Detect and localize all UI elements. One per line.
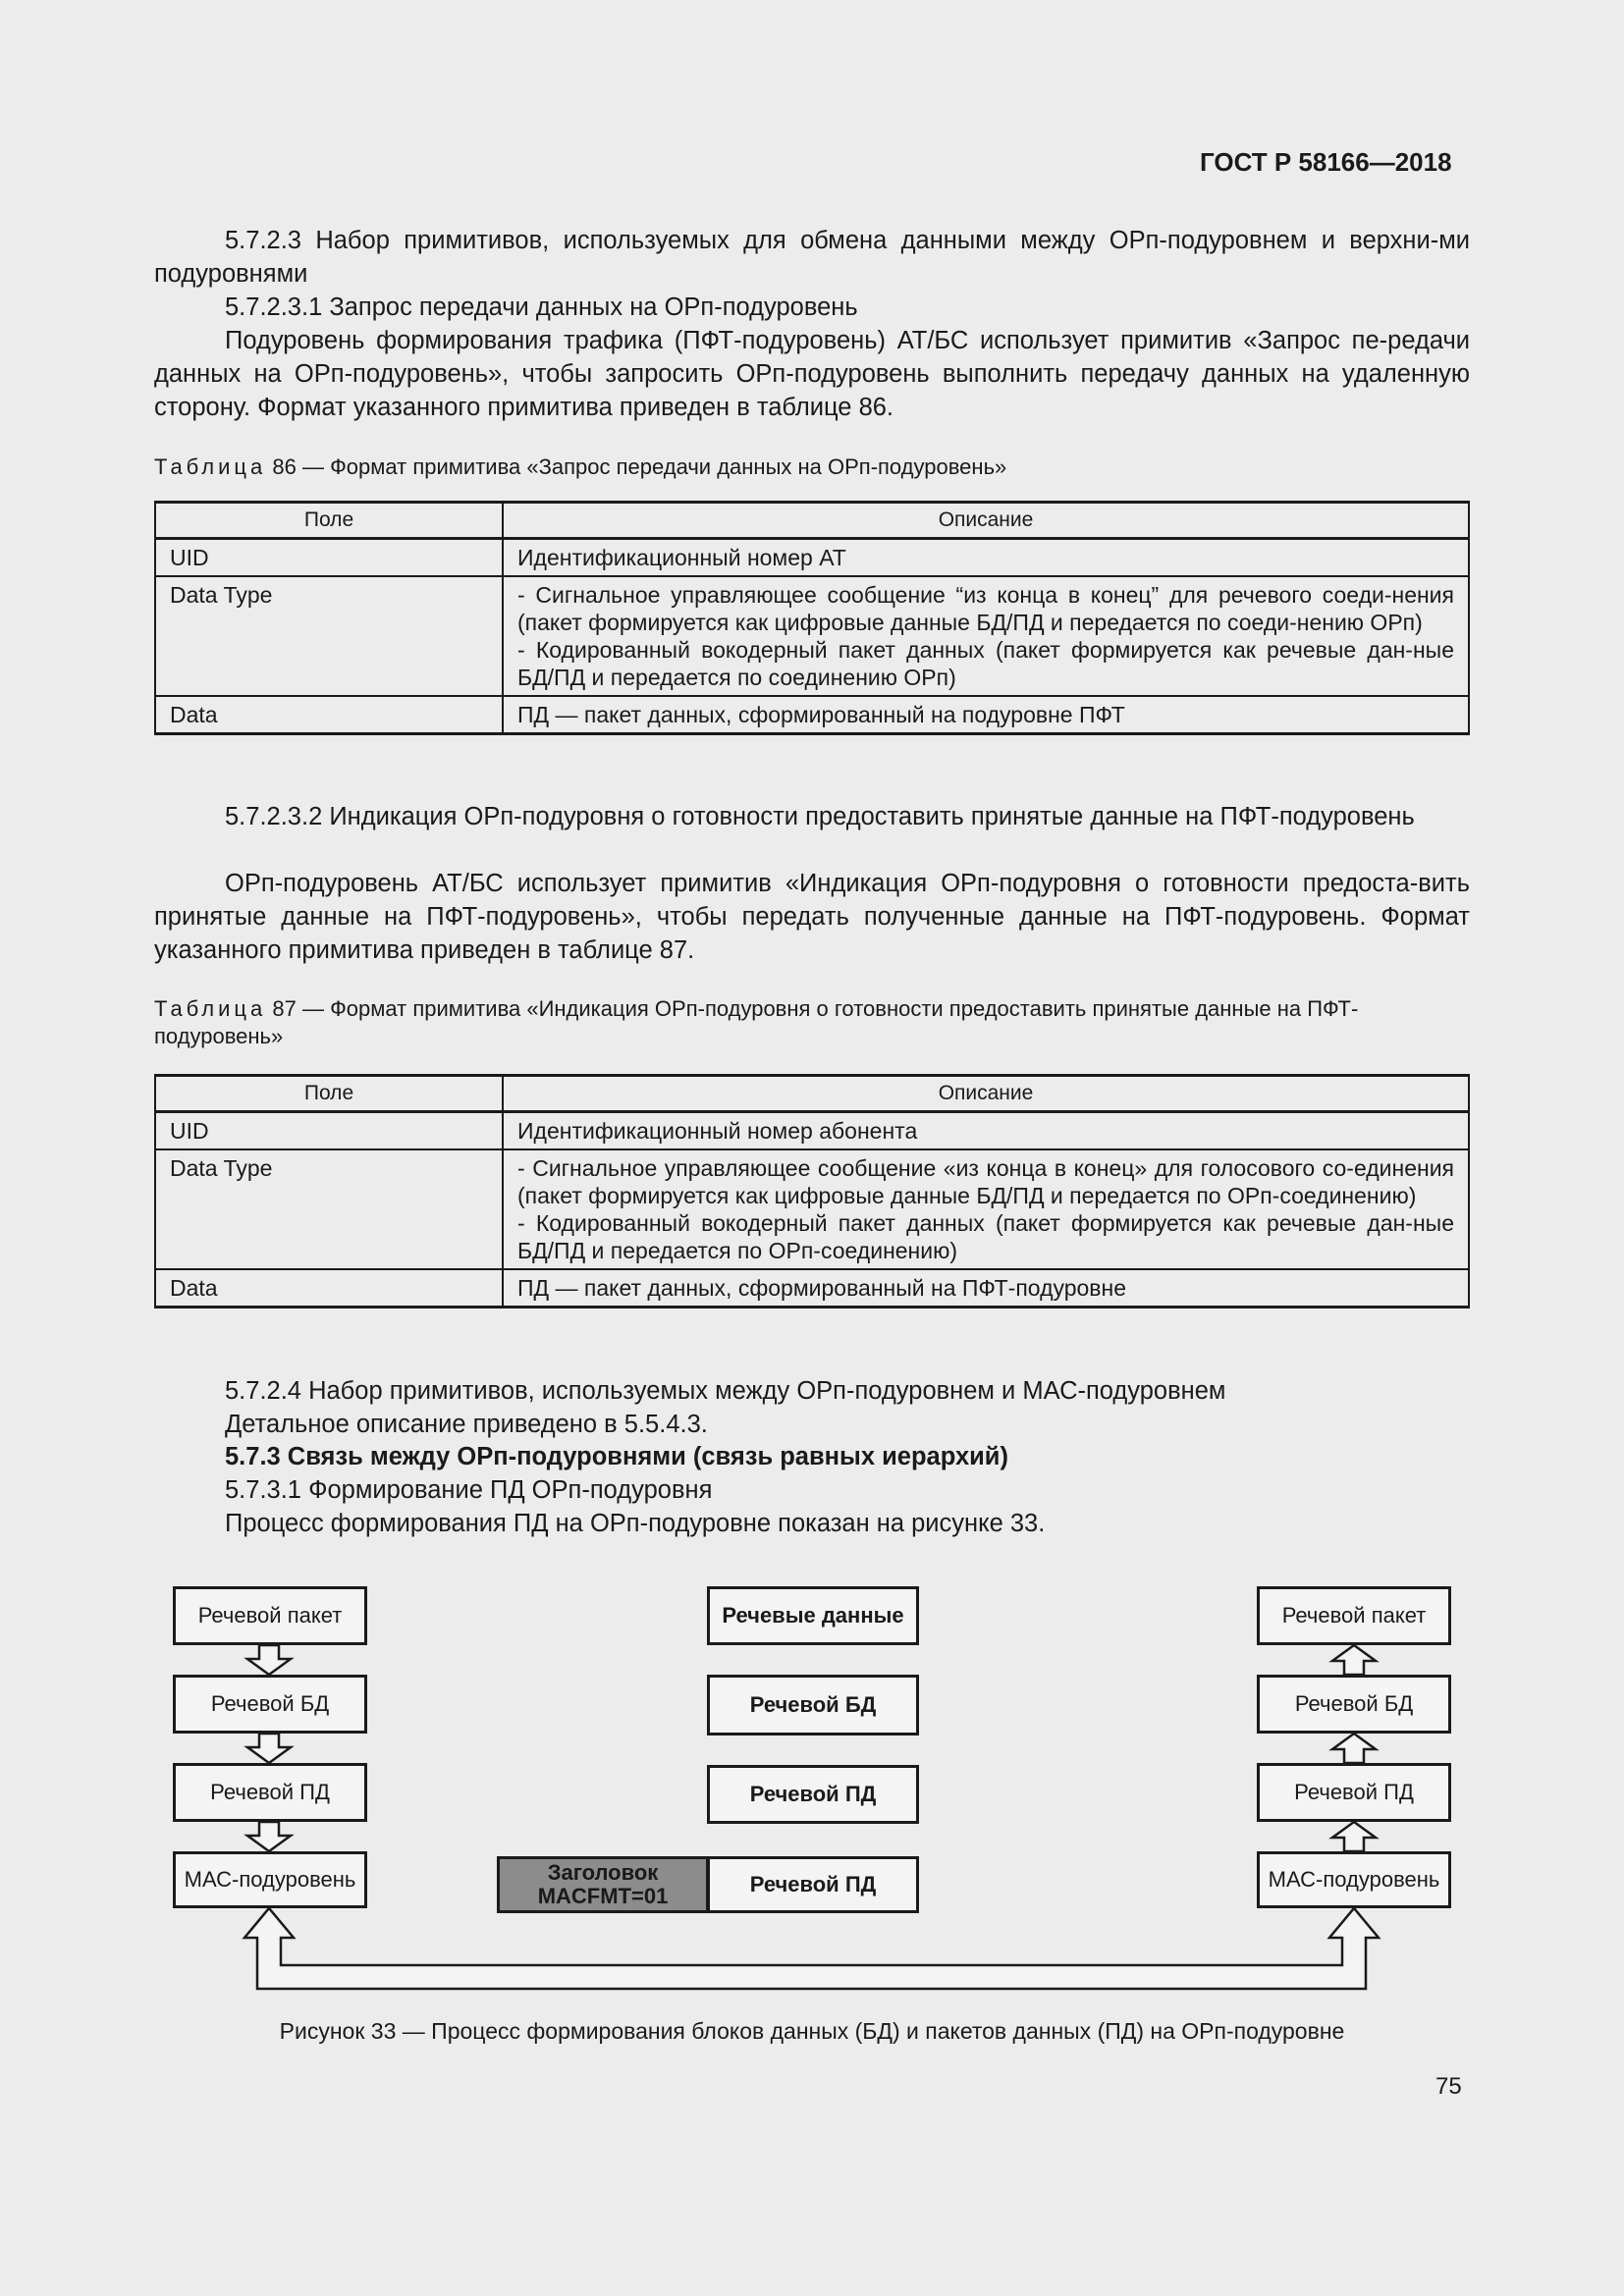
field-cell: Data Type — [155, 1149, 503, 1269]
desc-cell: ПД — пакет данных, сформированный на подуровне ПФТ — [503, 696, 1469, 734]
left-box-speech-db: Речевой БД — [173, 1675, 367, 1734]
page-number: 75 — [1435, 2073, 1462, 2100]
middle-box-speech-data: Речевые данные — [707, 1586, 919, 1645]
middle-box-speech-pd-payload: Речевой ПД — [707, 1856, 919, 1913]
section-5731-text: Процесс формирования ПД на ОРп-подуровне показан на рисунке 33. — [225, 1510, 1046, 1537]
right-box-mac-sublayer: МАС-подуровень — [1257, 1851, 1451, 1908]
desc-cell: Идентификационный номер абонента — [503, 1112, 1469, 1150]
middle-box-speech-db: Речевой БД — [707, 1675, 919, 1735]
section-573-title: 5.7.3 Связь между ОРп-подуровнями (связь равных иерархий) — [225, 1443, 1008, 1470]
left-box-speech-packet: Речевой пакет — [173, 1586, 367, 1645]
right-box-speech-pd: Речевой ПД — [1257, 1763, 1451, 1822]
section-57231-title: 5.7.2.3.1 Запрос передачи данных на ОРп-подуровень — [225, 294, 858, 321]
table87-caption: Таблица 87 — Формат примитива «Индикация ОРп-подуровня о готовности предоставить принятые данные на ПФТ-подуровень» — [154, 996, 1359, 1048]
arrow-up-icon — [1332, 1734, 1376, 1763]
arrow-up-icon — [1332, 1645, 1376, 1675]
section-5724-title: 5.7.2.4 Набор примитивов, используемых между ОРп-подуровнем и МАС-подуровнем — [225, 1377, 1226, 1405]
desc-cell: - Сигнальное управляющее сообщение «из конца в конец» для голосового со-единения (пакет формируется как цифровые данные БД/ПД и передается по ОРп-соединению) - Кодированный вокодерный пакет данных (пакет формируется как речевые дан-ные БД/ПД и передается по ОРп-соединению) — [503, 1149, 1469, 1269]
desc-cell: Идентификационный номер АТ — [503, 539, 1469, 577]
table87-header-desc: Описание — [503, 1076, 1469, 1112]
table86-header-desc: Описание — [503, 503, 1469, 539]
section-5731-title: 5.7.3.1 Формирование ПД ОРп-подуровня — [225, 1476, 713, 1504]
connection-arrow-icon — [244, 1908, 1379, 1989]
figure-caption: Рисунок 33 — Процесс формирования блоков данных (БД) и пакетов данных (ПД) на ОРп-подуровне — [279, 2018, 1345, 2044]
arrow-down-icon — [247, 1734, 291, 1763]
middle-box-speech-pd: Речевой ПД — [707, 1765, 919, 1824]
arrow-down-icon — [247, 1822, 291, 1851]
field-cell: Data — [155, 1269, 503, 1308]
left-box-mac-sublayer: МАС-подуровень — [173, 1851, 367, 1908]
table86-header-field: Поле — [155, 503, 503, 539]
table87-header-field: Поле — [155, 1076, 503, 1112]
desc-cell: - Сигнальное управляющее сообщение “из конца в конец” для речевого соеди-нения (пакет формируется как цифровые данные БД/ПД и передается по соеди-нению ОРп) - Кодированный вокодерный пакет данных (пакет формируется как речевые дан-ные БД/ПД и передается по соединению ОРп) — [503, 576, 1469, 696]
right-box-speech-db: Речевой БД — [1257, 1675, 1451, 1734]
section-5723-title: 5.7.2.3 Набор примитивов, используемых для обмена данными между ОРп-подуровнем и верхни-ми подуровнями — [154, 227, 1470, 288]
left-box-speech-pd: Речевой ПД — [173, 1763, 367, 1822]
section-5724-text: Детальное описание приведено в 5.5.4.3. — [225, 1411, 708, 1438]
field-cell: UID — [155, 539, 503, 577]
arrow-down-icon — [247, 1645, 291, 1675]
mac-header-box: Заголовок MACFMT=01 — [497, 1856, 709, 1913]
field-cell: Data — [155, 696, 503, 734]
arrow-up-icon — [1332, 1822, 1376, 1851]
right-box-speech-packet: Речевой пакет — [1257, 1586, 1451, 1645]
field-cell: UID — [155, 1112, 503, 1150]
section-57232-text: ОРп-подуровень АТ/БС использует примитив «Индикация ОРп-подуровня о готовности предоста-вить принятые данные на ПФТ-подуровень», чтобы передать полученные данные на ПФТ-подуровень. Формат указанного примитива приведен в таблице 87. — [154, 870, 1470, 964]
section-57231-text: Подуровень формирования трафика (ПФТ-подуровень) АТ/БС использует примитив «Запрос пе-редачи данных на ОРп-подуровень», чтобы запросить ОРп-подуровень выполнить передачу данных на удаленную сторону. Формат указанного примитива приведен в таблице 86. — [154, 327, 1470, 421]
section-57232-title: 5.7.2.3.2 Индикация ОРп-подуровня о готовности предоставить принятые данные на ПФТ-подуровень — [225, 803, 1415, 830]
document-id: ГОСТ Р 58166—2018 — [1200, 147, 1452, 177]
table86-caption: Таблица 86 — Формат примитива «Запрос передачи данных на ОРп-подуровень» — [154, 454, 1007, 479]
desc-cell: ПД — пакет данных, сформированный на ПФТ-подуровне — [503, 1269, 1469, 1308]
field-cell: Data Type — [155, 576, 503, 696]
